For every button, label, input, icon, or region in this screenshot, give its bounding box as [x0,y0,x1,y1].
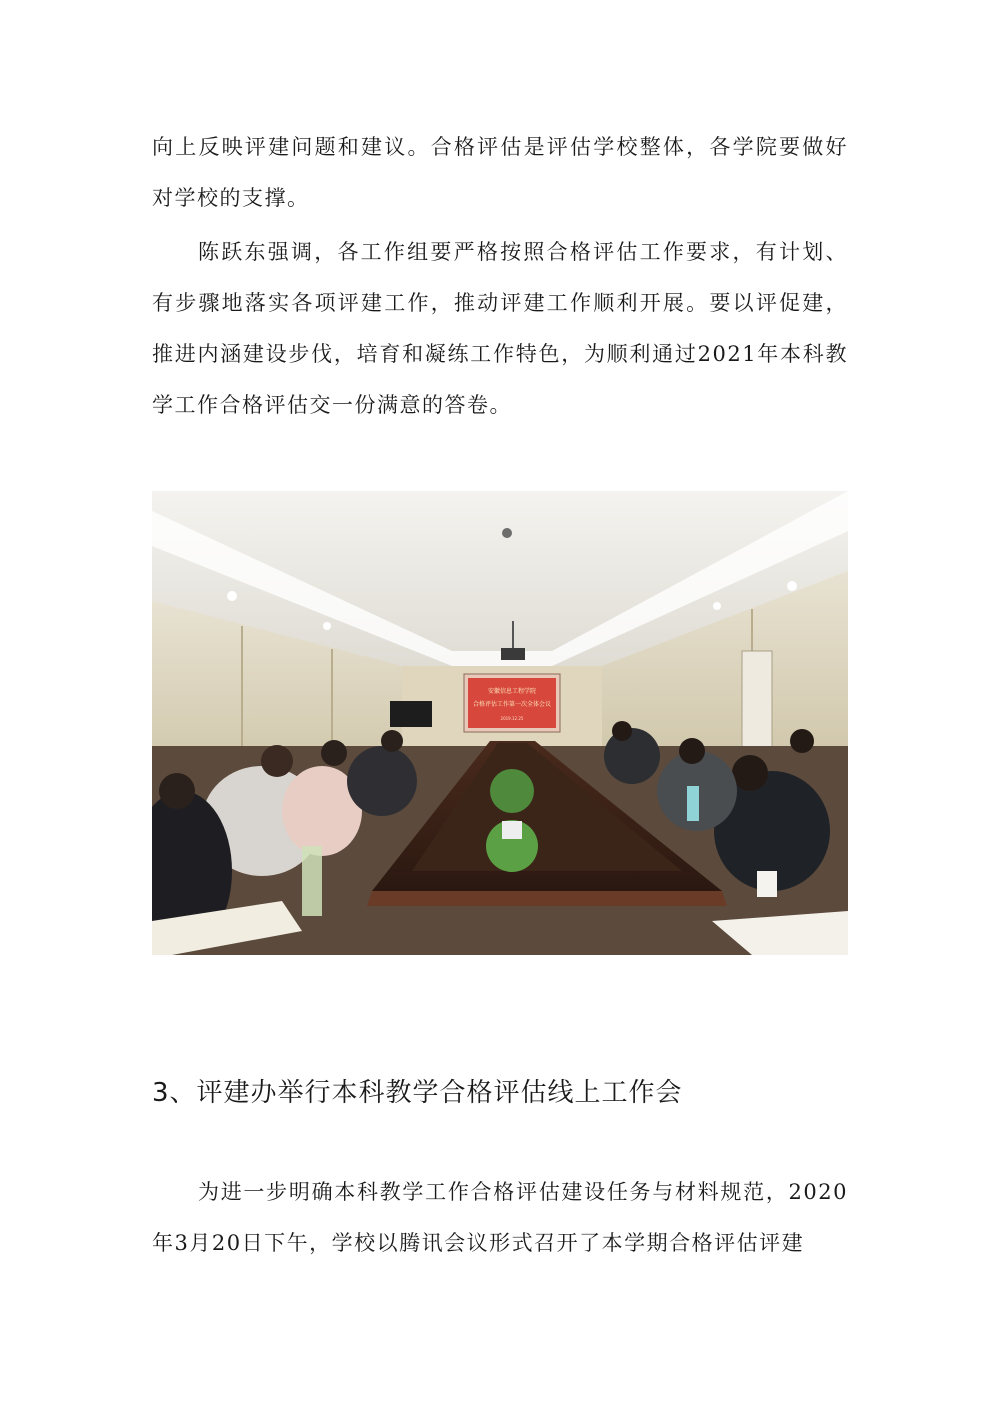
screen-title-line2: 合格评估工作第一次全体会议 [472,701,552,708]
paragraph-continuation: 向上反映评建问题和建议。合格评估是评估学校整体，各学院要做好对学校的支撑。 [152,135,848,210]
paragraph-online-meeting: 为进一步明确本科教学工作合格评估建设任务与材料规范，2020年3月20日下午，学校以腾讯会议形式召开了本学期合格评估评建 [152,1180,848,1255]
meeting-photo [152,491,848,955]
screen-title-line1: 安徽信息工程学院 [487,688,537,695]
paragraph-chen-yuedong: 陈跃东强调，各工作组要严格按照合格评估工作要求，有计划、有步骤地落实各项评建工作，推动评建工作顺利开展。要以评促建，推进内涵建设步伐，培育和凝练工作特色，为顺利通过2021年本科教学工作合格评估交一份满意的答卷。 [152,240,848,417]
section-heading: 3、评建办举行本科教学合格评估线上工作会 [152,1078,683,1108]
screen-date: 2019.12.25 [500,716,524,721]
